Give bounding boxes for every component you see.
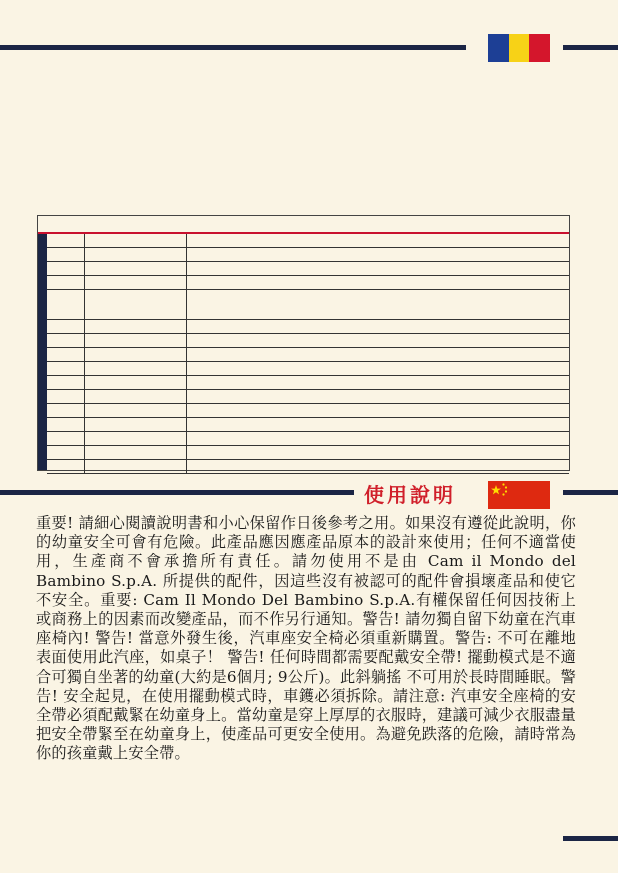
table-cell	[84, 334, 187, 347]
table-cell	[84, 446, 187, 459]
table-row	[47, 432, 569, 446]
table-cell	[84, 234, 187, 247]
table-cell	[47, 262, 85, 275]
table-cell	[47, 390, 85, 403]
table-row	[47, 362, 569, 376]
table-cell	[84, 376, 187, 389]
table-cell	[47, 320, 85, 333]
table-cell	[47, 432, 85, 445]
empty-table	[37, 215, 570, 471]
top-right-rule	[563, 45, 618, 50]
table-cell	[47, 290, 85, 319]
table-cell	[47, 446, 85, 459]
table-row	[47, 320, 569, 334]
table-cell	[84, 290, 187, 319]
table-cell	[84, 348, 187, 361]
table-cell	[84, 460, 187, 473]
table-row	[47, 234, 569, 248]
table-row	[47, 262, 569, 276]
table-row	[47, 404, 569, 418]
table-row	[47, 290, 569, 320]
table-row	[47, 276, 569, 290]
table-cell	[47, 248, 85, 261]
top-left-rule	[0, 45, 466, 50]
table-cell	[47, 418, 85, 431]
china-flag-icon	[488, 481, 550, 509]
romania-flag-icon	[488, 34, 550, 62]
table-side-bar	[38, 234, 47, 470]
table-row	[47, 446, 569, 460]
table-row	[47, 390, 569, 404]
table-cell	[47, 276, 85, 289]
table-cell	[47, 348, 85, 361]
table-header-row	[38, 216, 569, 234]
table-cell	[47, 234, 85, 247]
table-row	[47, 460, 569, 474]
flag-stripe-red	[529, 34, 550, 62]
table-row	[47, 334, 569, 348]
table-cell	[84, 248, 187, 261]
table-row	[47, 248, 569, 262]
flag-big-star	[491, 485, 501, 494]
table-cell	[84, 418, 187, 431]
table-cell	[47, 404, 85, 417]
table-cell	[84, 262, 187, 275]
table-cell	[84, 390, 187, 403]
table-cell	[47, 362, 85, 375]
table-cell	[84, 362, 187, 375]
table-row	[47, 418, 569, 432]
section-left-rule	[0, 490, 354, 495]
table-cell	[84, 276, 187, 289]
table-body	[47, 234, 569, 470]
table-cell	[47, 376, 85, 389]
instructions-paragraph: 重要! 請細心閱讀說明書和小心保留作日後參考之用。如果沒有遵從此說明，你的幼童安全可會有危險。此產品應因應產品原本的設計來使用；任何不適當使用，生產商不會承擔所有責任。請勿使用不是由 Cam il Mondo del Bambino S.p.A. 所提供的配件，因這些沒有被認可的配件會損壞產品和使它不安全。重要: Cam Il Mondo Del Bambino S.p.A.有權保留任何因技術上或商務上的因素而改變產品，而不作另行通知。警告! 請勿獨自留下幼童在汽車座椅內! 警告! 當意外發生後，汽車座安全椅必須重新購置。警告: 不可在離地表面使用此汽座，如桌子！ 警告! 任何時間都需要配戴安全帶! 擺動模式是不適合可獨自坐著的幼童(大約是6個月; 9公斤)。此斜躺搖 不可用於長時間睡眠。警告! 安全起見，在使用擺動模式時，車鑊必須拆除。請注意: 汽車安全座椅的安全帶必須配戴緊在幼童身上。當幼童是穿上厚厚的衣服時，建議可減少衣服盡量把安全帶緊至在幼童身上，使產品可更安全使用。為避免跌落的危險，請時常為你的孩童戴上安全帶。	[36, 514, 576, 763]
table-cell	[84, 320, 187, 333]
table-cell	[84, 404, 187, 417]
table-row	[47, 376, 569, 390]
section-title: 使用說明	[364, 483, 456, 507]
table-row	[47, 348, 569, 362]
flag-stripe-yellow	[509, 34, 530, 62]
section-right-rule	[563, 490, 618, 495]
flag-stripe-blue	[488, 34, 509, 62]
bottom-right-rule	[563, 836, 618, 841]
table-cell	[47, 460, 85, 473]
table-cell	[47, 334, 85, 347]
table-cell	[84, 432, 187, 445]
